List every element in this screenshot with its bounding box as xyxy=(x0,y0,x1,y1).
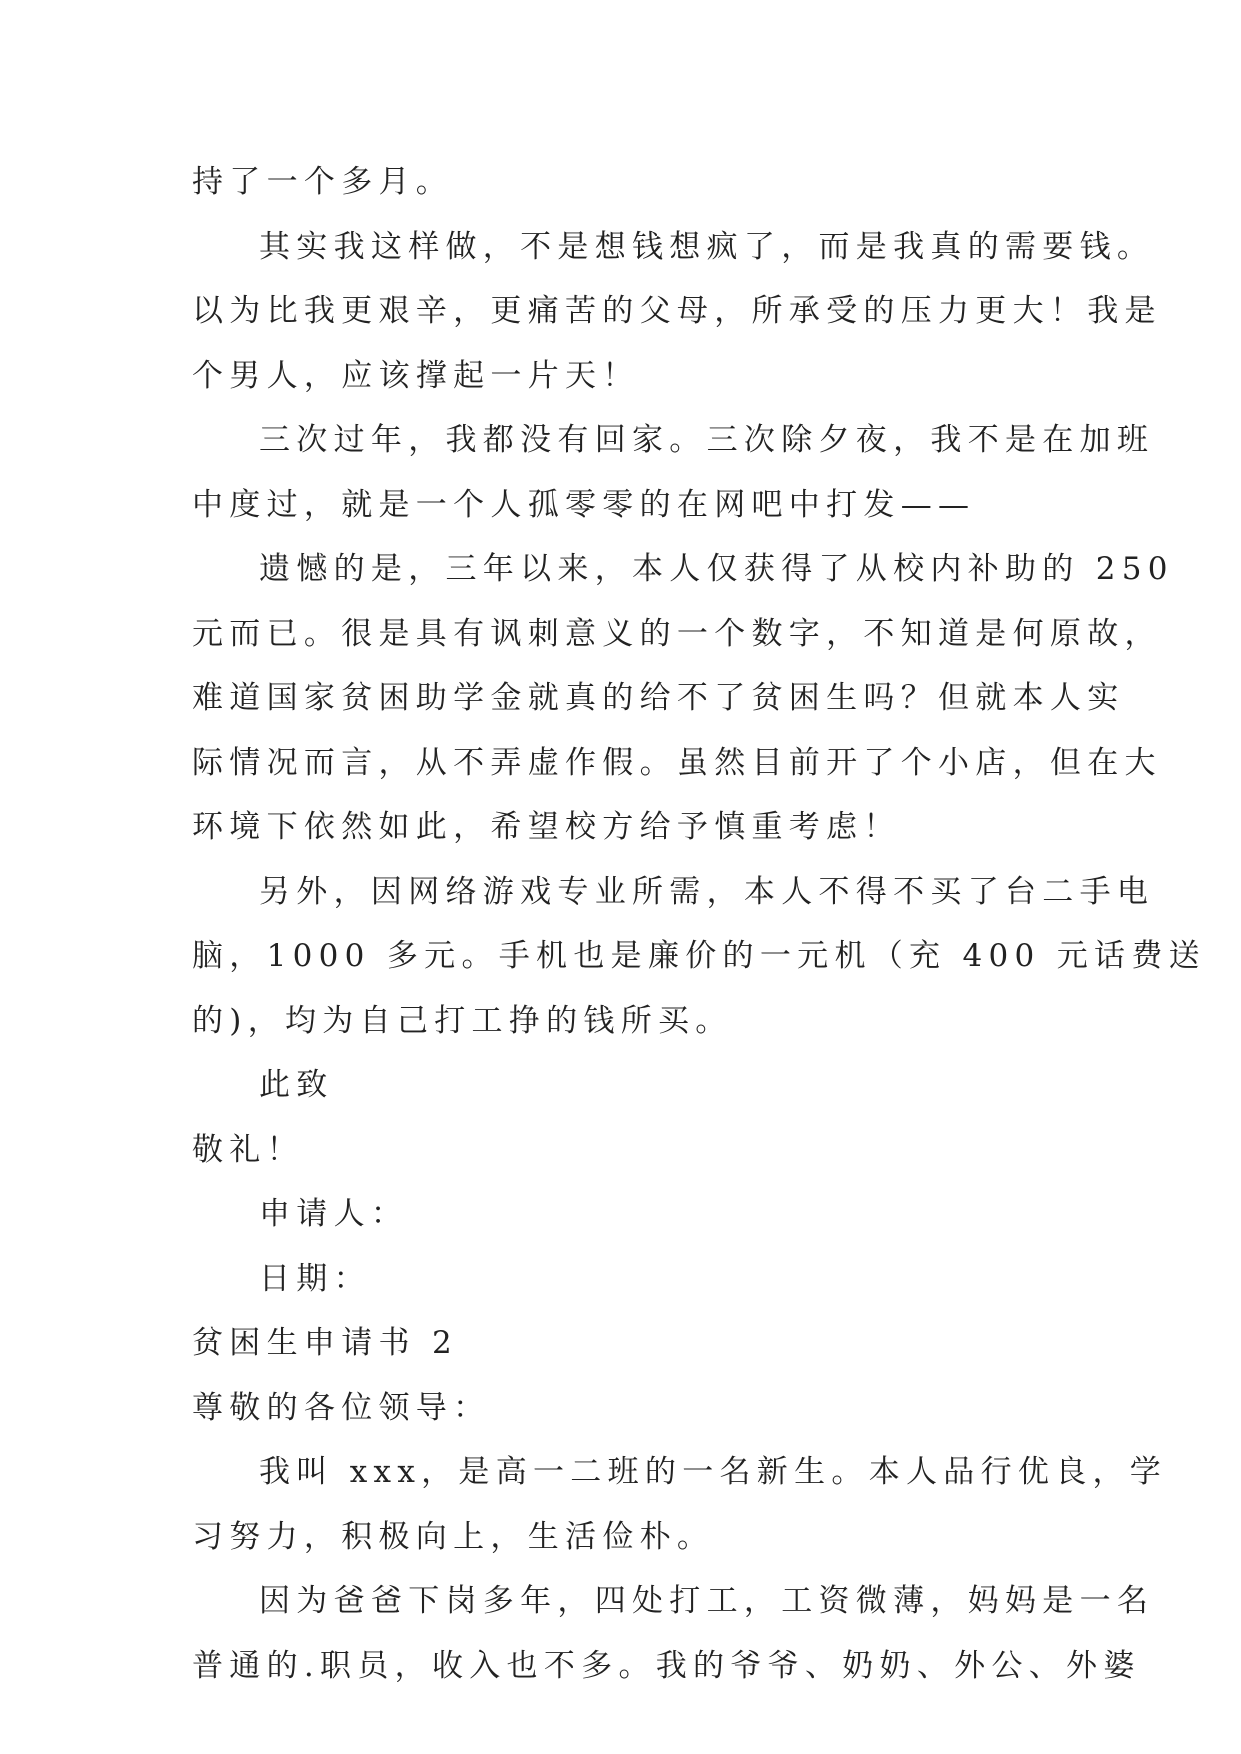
text-line: 持了一个多月。 xyxy=(192,164,454,200)
text-line: 以为比我更艰辛，更痛苦的父母，所承受的压力更大！我是 xyxy=(192,293,1162,329)
text-line: 申请人： xyxy=(259,1196,409,1232)
text-line: 个男人，应该撑起一片天！ xyxy=(192,357,640,394)
text-line: 三次过年，我都没有回家。三次除夕夜，我不是在加班 xyxy=(259,422,1155,458)
text-line: 此致 xyxy=(259,1067,334,1103)
text-line: 脑，1000 多元。手机也是廉价的一元机（充 400 元话费送 xyxy=(192,938,1206,974)
text-line: 元而已。很是具有讽刺意义的一个数字，不知道是何原故， xyxy=(192,615,1162,652)
text-line: 普通的.职员，收入也不多。我的爷爷、奶奶、外公、外婆 xyxy=(192,1647,1141,1684)
text-line: 因为爸爸下岗多年，四处打工，工资微薄，妈妈是一名 xyxy=(259,1583,1155,1619)
text-line: 际情况而言，从不弄虚作假。虽然目前开了个小店，但在大 xyxy=(192,744,1162,781)
text-line: 尊敬的各位领导： xyxy=(192,1389,491,1426)
text-line: 的)，均为自己打工挣的钱所买。 xyxy=(192,1002,733,1039)
text-line: 日期： xyxy=(259,1260,371,1297)
document-body xyxy=(192,150,1206,1698)
text-line: 中度过，就是一个人孤零零的在网吧中打发—— xyxy=(192,486,976,523)
text-line: 习努力，积极向上，生活俭朴。 xyxy=(192,1518,715,1555)
text-line: 另外，因网络游戏专业所需，本人不得不买了台二手电 xyxy=(259,873,1155,910)
text-line: 贫困生申请书 2 xyxy=(192,1325,458,1361)
text-line: 敬礼！ xyxy=(192,1131,304,1168)
text-line: 遗憾的是，三年以来，本人仅获得了从校内补助的 250 xyxy=(259,551,1174,587)
text-line: 我叫 xxx，是高一二班的一名新生。本人品行优良，学 xyxy=(259,1454,1168,1490)
text-line: 环境下依然如此，希望校方给予慎重考虑！ xyxy=(192,809,901,845)
text-line: 难道国家贫困助学金就真的给不了贫困生吗？但就本人实 xyxy=(192,680,1125,716)
text-line: 其实我这样做，不是想钱想疯了，而是我真的需要钱。 xyxy=(259,228,1155,265)
